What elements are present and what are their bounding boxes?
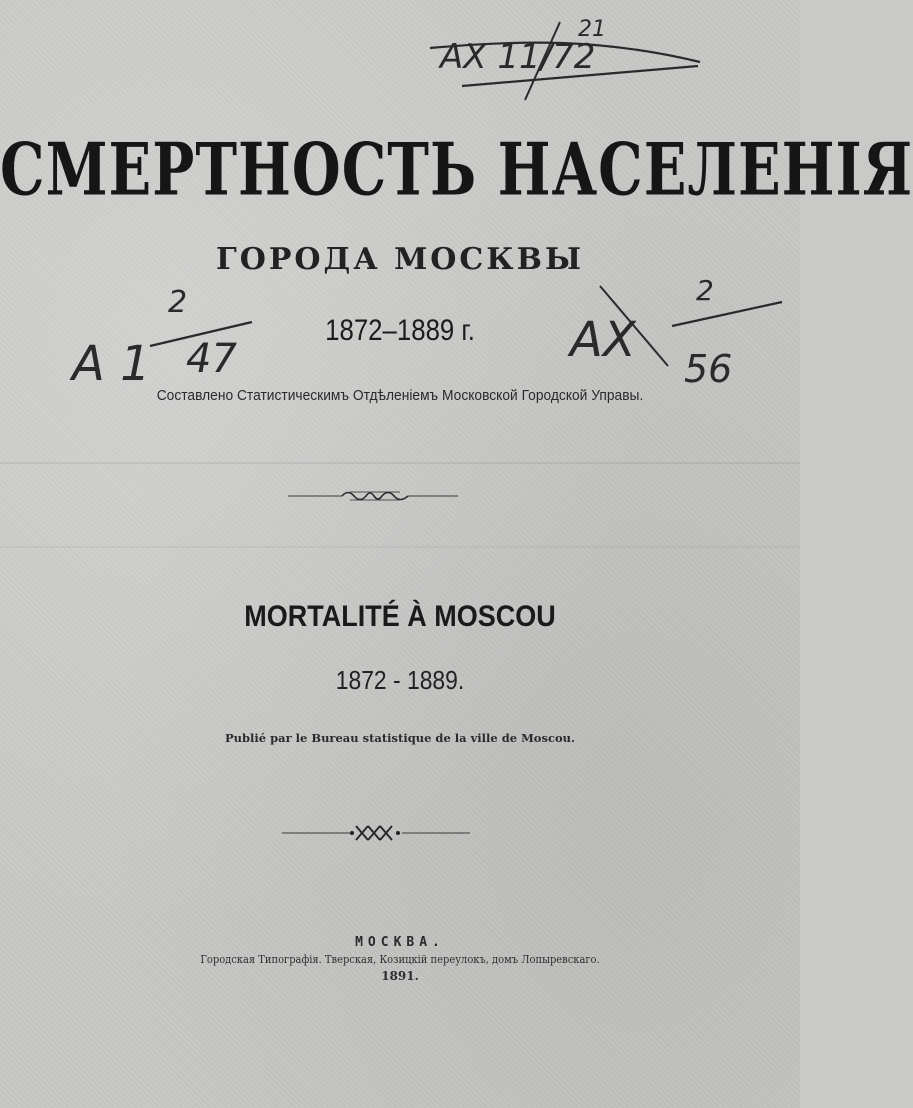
shelfmark-left [69, 285, 252, 392]
shelfmark-right-prefix: АХ [570, 312, 636, 368]
shelfmark-left-prefix: А 1 [72, 336, 151, 392]
imprint-city: МОСКВА. [355, 935, 445, 950]
imprint-year: 1891. [381, 969, 419, 983]
shelfmark-left-numerator: 2 [168, 285, 188, 320]
french-publisher: Publié par le Bureau statistique de la ville de Moscou. [225, 731, 575, 745]
shelfmark-top-superscript: 21 [578, 17, 606, 42]
imprint-printer: Городская Типографія. Тверская, Козицкій переулокъ, домъ Лопыревскаго. [200, 953, 600, 966]
shelfmark-top [430, 17, 700, 100]
years-french: 1872 - 1889. [335, 665, 465, 695]
shelfmark-right-numerator: 2 [696, 274, 714, 307]
subtitle-city: ГОРОДА МОСКВЫ [215, 242, 584, 277]
main-title: СМЕРТНОСТЬ НАСЕЛЕНІЯ [0, 128, 913, 213]
shelfmark-left-denominator: 47 [186, 336, 237, 382]
shelfmark-right-denominator: 56 [684, 347, 733, 391]
french-title: MORTALITÉ À MOSCOU [244, 600, 556, 633]
compiled-by: Составлено Статистическимъ Отдѣленіемъ Московской Городской Управы. [156, 387, 644, 404]
years-russian: 1872–1889 г. [325, 314, 475, 347]
shelfmark-top-text: АХ 11/72 [440, 37, 596, 77]
shelfmark-right [567, 274, 782, 391]
